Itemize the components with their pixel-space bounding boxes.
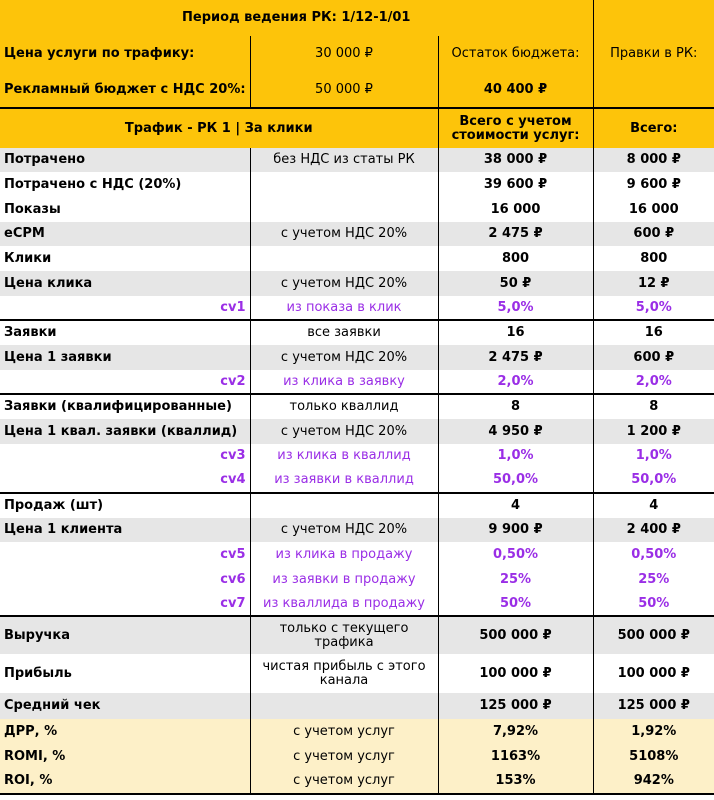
table-row	[0, 769, 714, 794]
row-value-total: 50%	[593, 592, 714, 616]
row-note: с учетом услуг	[250, 719, 438, 744]
row-value-total-services: 39 600 ₽	[438, 172, 593, 197]
row-label: Клики	[0, 246, 250, 271]
row-label: Продаж (шт)	[0, 493, 250, 518]
row-value-total-services: 0,50%	[438, 542, 593, 567]
price-label: Цена услуги по трафику:	[0, 36, 250, 72]
row-label: Заявки	[0, 320, 250, 345]
row-label: ROI, %	[0, 769, 250, 794]
row-value-total: 50,0%	[593, 468, 714, 493]
row-value-total-services: 2 475 ₽	[438, 345, 593, 370]
row-note	[250, 493, 438, 518]
edits-header: Правки в РК:	[593, 0, 714, 108]
row-label: Цена клика	[0, 271, 250, 296]
table-row	[0, 222, 714, 246]
row-value-total-services: 7,92%	[438, 719, 593, 744]
row-note: только с текущего трафика	[250, 616, 438, 654]
table-row	[0, 654, 714, 693]
row-note: из кваллида в продажу	[250, 592, 438, 616]
row-value-total: 8	[593, 394, 714, 419]
row-value-total-services: 50%	[438, 592, 593, 616]
row-value-total: 5,0%	[593, 296, 714, 320]
table-row	[0, 444, 714, 468]
row-value-total: 16 000	[593, 197, 714, 222]
row-note: без НДС из статы РК	[250, 148, 438, 172]
table-row	[0, 320, 714, 345]
row-note: с учетом НДС 20%	[250, 518, 438, 542]
row-note: из клика в продажу	[250, 542, 438, 567]
table-row	[0, 592, 714, 616]
row-value-total: 600 ₽	[593, 345, 714, 370]
price-value: 30 000 ₽	[250, 36, 438, 72]
budget-left-label: Остаток бюджета:	[438, 36, 593, 72]
row-note: с учетом услуг	[250, 744, 438, 769]
row-value-total: 2,0%	[593, 370, 714, 394]
row-note: чистая прибыль с этого канала	[250, 654, 438, 693]
table-row	[0, 744, 714, 769]
row-value-total-services: 800	[438, 246, 593, 271]
row-label: Цена 1 квал. заявки (кваллид)	[0, 419, 250, 444]
row-value-total-services: 2 475 ₽	[438, 222, 593, 246]
row-value-total-services: 125 000 ₽	[438, 693, 593, 719]
row-value-total: 1,92%	[593, 719, 714, 744]
row-value-total-services: 1,0%	[438, 444, 593, 468]
row-value-total-services: 16	[438, 320, 593, 345]
row-note: из заявки в продажу	[250, 567, 438, 592]
row-value-total-services: 4 950 ₽	[438, 419, 593, 444]
row-value-total-services: 50,0%	[438, 468, 593, 493]
row-label: Средний чек	[0, 693, 250, 719]
row-value-total-services: 500 000 ₽	[438, 616, 593, 654]
row-value-total-services: 38 000 ₽	[438, 148, 593, 172]
table-row	[0, 693, 714, 719]
row-value-total: 9 600 ₽	[593, 172, 714, 197]
row-note: с учетом НДС 20%	[250, 271, 438, 296]
row-value-total: 12 ₽	[593, 271, 714, 296]
row-value-total: 1,0%	[593, 444, 714, 468]
row-value-total: 942%	[593, 769, 714, 794]
budget-left-value: 40 400 ₽	[438, 72, 593, 108]
row-label: Цена 1 клиента	[0, 518, 250, 542]
row-label: cv5	[0, 542, 250, 567]
row-note: только кваллид	[250, 394, 438, 419]
row-value-total-services: 25%	[438, 567, 593, 592]
budget-label: Рекламный бюджет с НДС 20%:	[0, 72, 250, 108]
row-value-total: 0,50%	[593, 542, 714, 567]
row-value-total: 16	[593, 320, 714, 345]
row-value-total-services: 4	[438, 493, 593, 518]
row-label: cv6	[0, 567, 250, 592]
table-row	[0, 370, 714, 394]
row-note: из клика в кваллид	[250, 444, 438, 468]
table-row	[0, 493, 714, 518]
row-value-total: 800	[593, 246, 714, 271]
table-body	[0, 148, 714, 794]
row-label: Потрачено с НДС (20%)	[0, 172, 250, 197]
table-row	[0, 567, 714, 592]
row-value-total: 125 000 ₽	[593, 693, 714, 719]
table-row	[0, 271, 714, 296]
row-label: cv4	[0, 468, 250, 493]
table-row	[0, 542, 714, 567]
row-note: с учетом НДС 20%	[250, 419, 438, 444]
row-note: с учетом услуг	[250, 769, 438, 794]
table-row	[0, 148, 714, 172]
row-note: с учетом НДС 20%	[250, 222, 438, 246]
table-row	[0, 345, 714, 370]
row-label: cv2	[0, 370, 250, 394]
row-note: из клика в заявку	[250, 370, 438, 394]
row-label: ДРР, %	[0, 719, 250, 744]
table-row	[0, 394, 714, 419]
row-value-total-services: 8	[438, 394, 593, 419]
table-row	[0, 419, 714, 444]
row-label: Цена 1 заявки	[0, 345, 250, 370]
table-row	[0, 719, 714, 744]
row-value-total-services: 5,0%	[438, 296, 593, 320]
row-value-total: 500 000 ₽	[593, 616, 714, 654]
table-row	[0, 296, 714, 320]
row-value-total-services: 50 ₽	[438, 271, 593, 296]
row-value-total-services: 100 000 ₽	[438, 654, 593, 693]
row-note	[250, 197, 438, 222]
table-row	[0, 616, 714, 654]
row-label: Показы	[0, 197, 250, 222]
table-row	[0, 468, 714, 493]
budget-value: 50 000 ₽	[250, 72, 438, 108]
traffic-title: Трафик - РК 1 | За клики	[0, 108, 438, 148]
row-label: Заявки (квалифицированные)	[0, 394, 250, 419]
row-label: Прибыль	[0, 654, 250, 693]
row-value-total: 2 400 ₽	[593, 518, 714, 542]
period-cell: Период ведения РК: 1/12-1/01	[0, 0, 593, 36]
row-value-total-services: 16 000	[438, 197, 593, 222]
table-row	[0, 197, 714, 222]
col-total-services: Всего с учетом стоимости услуг:	[438, 108, 593, 148]
row-label: Выручка	[0, 616, 250, 654]
row-note	[250, 172, 438, 197]
col-total: Всего:	[593, 108, 714, 148]
row-value-total-services: 153%	[438, 769, 593, 794]
row-value-total-services: 9 900 ₽	[438, 518, 593, 542]
row-label: cv7	[0, 592, 250, 616]
row-value-total: 600 ₽	[593, 222, 714, 246]
row-label: Потрачено	[0, 148, 250, 172]
row-value-total: 25%	[593, 567, 714, 592]
row-note: с учетом НДС 20%	[250, 345, 438, 370]
row-value-total: 5108%	[593, 744, 714, 769]
table-row	[0, 518, 714, 542]
row-value-total-services: 1163%	[438, 744, 593, 769]
row-value-total-services: 2,0%	[438, 370, 593, 394]
row-note	[250, 693, 438, 719]
row-note: из показа в клик	[250, 296, 438, 320]
row-label: cv1	[0, 296, 250, 320]
row-note: из заявки в кваллид	[250, 468, 438, 493]
row-label: cv3	[0, 444, 250, 468]
table-row	[0, 246, 714, 271]
row-value-total: 8 000 ₽	[593, 148, 714, 172]
row-value-total: 1 200 ₽	[593, 419, 714, 444]
row-note	[250, 246, 438, 271]
row-label: eCPM	[0, 222, 250, 246]
row-label: ROMI, %	[0, 744, 250, 769]
row-note: все заявки	[250, 320, 438, 345]
row-value-total: 4	[593, 493, 714, 518]
table-row	[0, 172, 714, 197]
row-value-total: 100 000 ₽	[593, 654, 714, 693]
